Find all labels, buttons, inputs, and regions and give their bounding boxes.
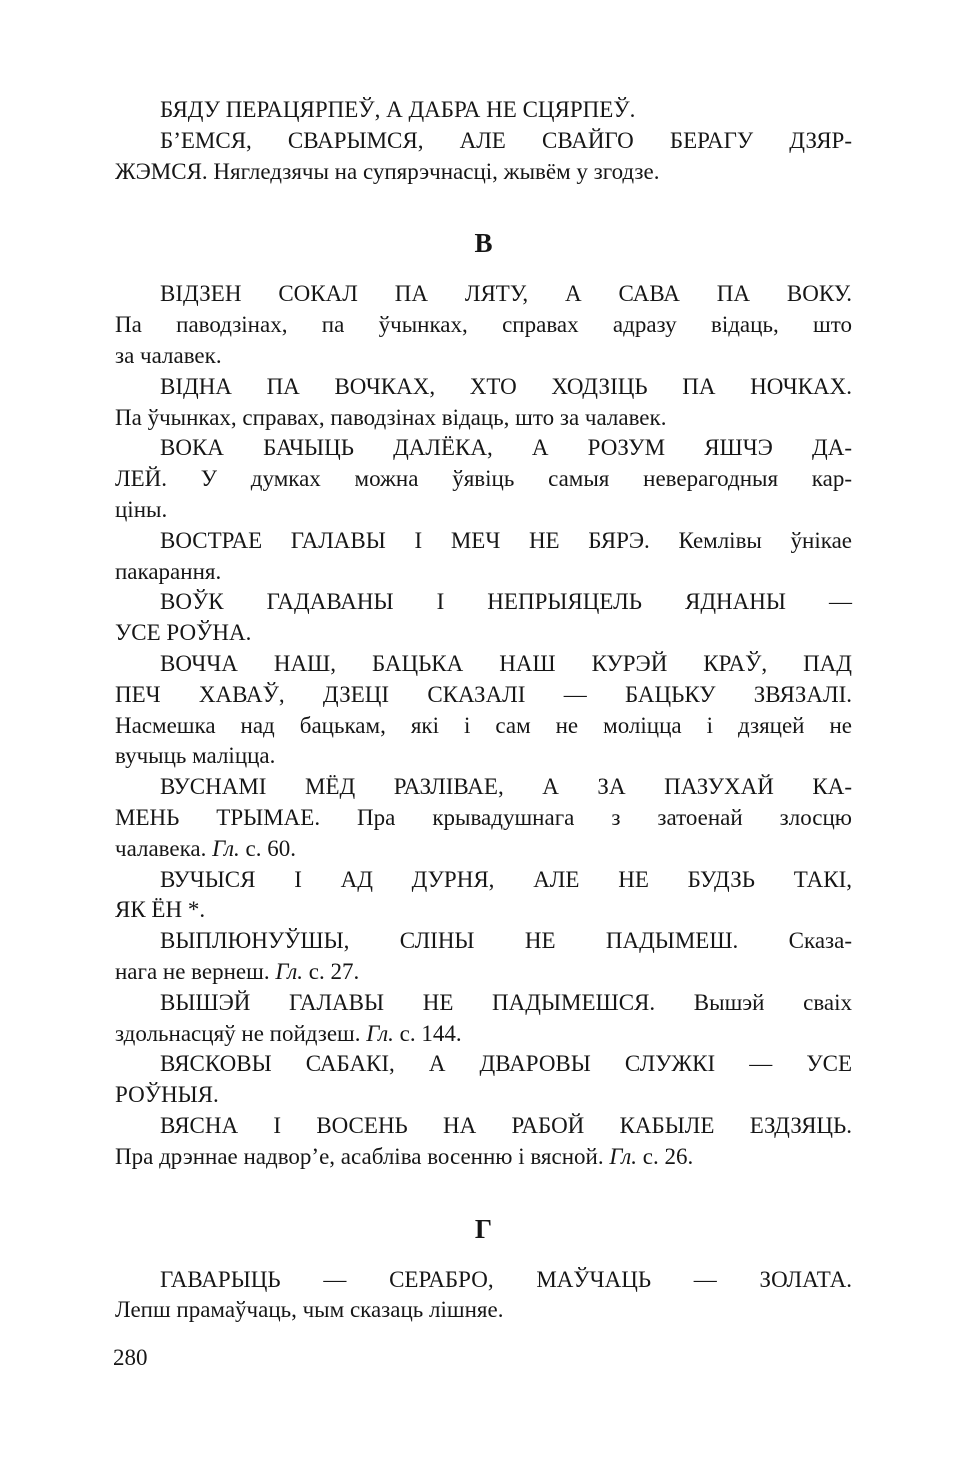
text-segment: нага не вернеш. [115,958,276,984]
text-segment: Б’ЕМСЯ, СВАРЫМСЯ, АЛЕ СВАЙГО БЕРАГУ ДЗЯР- [160,127,852,153]
text-segment: ВУСНАМІ МЁД РАЗЛІВАЕ, А ЗА ПАЗУХАЙ КА- [160,774,852,800]
proverb-paragraph [115,372,852,434]
page-content [115,95,852,1326]
proverb-paragraph [115,1111,852,1173]
text-segment: Па ўчынках, справах, паводзінах відаць, што за чалавек. [115,404,667,430]
text-line [115,741,852,772]
text-line [115,895,852,926]
text-line [115,680,852,711]
text-segment: пакарання. [115,558,222,584]
proverb-paragraph [115,279,852,371]
text-segment: ВІДНА ПА ВОЧКАХ, ХТО ХОДЗІЦЬ ПА НОЧКАХ. [160,373,852,399]
text-line [115,988,852,1019]
text-line [115,495,852,526]
proverb-paragraph [115,865,852,927]
text-segment: БЯДУ ПЕРАЦЯРПЕЎ, А ДАБРА НЕ СЦЯРПЕЎ. [160,97,636,122]
text-segment: ВІДЗЕН СОКАЛ ПА ЛЯТУ, А САВА ПА ВОКУ. [160,281,852,307]
text-segment: ПЕЧ ХАВАЎ, ДЗЕЦІ СКАЗАЛІ — БАЦЬКУ ЗВЯЗАЛІ. [115,681,852,707]
text-segment: РОЎНЫЯ. [115,1082,219,1108]
text-line [115,1080,852,1111]
text-line [115,1265,852,1296]
text-line [115,834,852,865]
text-segment: ВЫШЭЙ ГАЛАВЫ НЕ ПАДЫМЕШСЯ. Вышэй сваіх [160,989,852,1015]
proverb-paragraph [115,1265,852,1327]
text-line [115,279,852,310]
text-segment: с. 26. [636,1143,694,1169]
proverb-paragraph [115,649,852,772]
text-line [115,372,852,403]
text-line [115,1142,852,1173]
page-number: 280 [113,1345,148,1370]
text-segment: ВЯСКОВЫ САБАКІ, А ДВАРОВЫ СЛУЖКІ — УСЕ [160,1051,852,1077]
text-line [115,1295,852,1326]
text-segment: ЖЭМСЯ. Нягледзячы на супярэчнасці, жывём у згодзе. [115,158,660,184]
text-segment: ВЯСНА І ВОСЕНЬ НА РАБОЙ КАБЫЛЕ ЕЗДЗЯЦЬ. [160,1112,852,1138]
text-line [115,803,852,834]
text-line [115,95,852,126]
text-line [115,957,852,988]
text-line [115,310,852,341]
text-segment: Пра дрэннае надвор’е, асабліва восенню і вясной. [115,1143,610,1169]
proverb-paragraph [115,433,852,525]
proverb-paragraph [115,988,852,1050]
text-line [115,1019,852,1050]
cross-reference: Гл. [212,835,240,861]
text-line [115,711,852,742]
cross-reference: Гл. [275,958,303,984]
text-segment: ВУЧЫСЯ І АД ДУРНЯ, АЛЕ НЕ БУДЗЬ ТАКІ, [160,866,852,892]
text-segment: ВОКА БАЧЫЦЬ ДАЛЁКА, А РОЗУМ ЯШЧЭ ДА- [160,435,852,461]
text-line [115,433,852,464]
proverb-paragraph [115,95,852,126]
text-line [115,618,852,649]
text-segment: ціны. [115,496,168,522]
text-segment: УСЕ РОЎНА. [115,620,252,646]
proverb-paragraph [115,772,852,864]
text-segment: ВОСТРАЕ ГАЛАВЫ І МЕЧ НЕ БЯРЭ. Кемлівы ўнікае [160,527,852,553]
text-segment: чалавека. [115,835,213,861]
text-segment: за чалавек. [115,342,222,368]
text-line [115,772,852,803]
text-segment: Па паводзінах, па ўчынках, справах адразу відаць, што [115,312,852,338]
text-line [115,341,852,372]
text-line [115,649,852,680]
text-segment: с. 27. [302,958,360,984]
text-line [115,557,852,588]
text-line [115,526,852,557]
text-line [115,403,852,434]
section-heading: Г [474,1213,493,1244]
text-line [115,865,852,896]
text-segment: ВОЧЧА НАШ, БАЦЬКА НАШ КУРЭЙ КРАЎ, ПАД [160,650,852,676]
text-line [115,126,852,157]
proverb-paragraph [115,587,852,649]
cross-reference: Гл. [366,1020,394,1046]
text-segment: здольнасцяў не пойдзеш. [115,1020,367,1046]
text-line [115,1111,852,1142]
text-line [115,587,852,618]
text-segment: с. 144. [393,1020,462,1046]
text-segment: ГАВАРЫЦЬ — СЕРАБРО, МАЎЧАЦЬ — ЗОЛАТА. [160,1266,852,1292]
text-segment: ЛЕЙ. У думках можна ўявіць самыя неверагодныя кар- [115,466,852,492]
text-segment: ВЫПЛЮНУЎШЫ, СЛІНЫ НЕ ПАДЫМЕШ. Сказа- [160,928,852,954]
text-segment: с. 60. [239,835,296,861]
cross-reference: Гл. [609,1143,637,1169]
text-line [115,926,852,957]
text-segment: МЕНЬ ТРЫМАЕ. Пра крывадушнага з затоенай злосцю [115,804,852,830]
text-line [115,157,852,188]
proverb-paragraph [115,126,852,188]
text-segment: ЯК ЁН *. [115,897,206,923]
proverb-paragraph [115,526,852,588]
text-segment: вучыць маліцца. [115,743,276,769]
section-heading: В [474,228,493,259]
text-segment: Насмешка над бацькам, які і сам не моліцца і дзяцей не [115,712,852,738]
text-segment: Лепш прамаўчаць, чым сказаць лішняе. [115,1297,504,1323]
text-line [115,464,852,495]
text-segment: ВОЎК ГАДАВАНЫ І НЕПРЫЯЦЕЛЬ ЯДНАНЫ — [160,589,852,615]
text-line [115,1049,852,1080]
proverb-paragraph [115,926,852,988]
proverb-paragraph [115,1049,852,1111]
